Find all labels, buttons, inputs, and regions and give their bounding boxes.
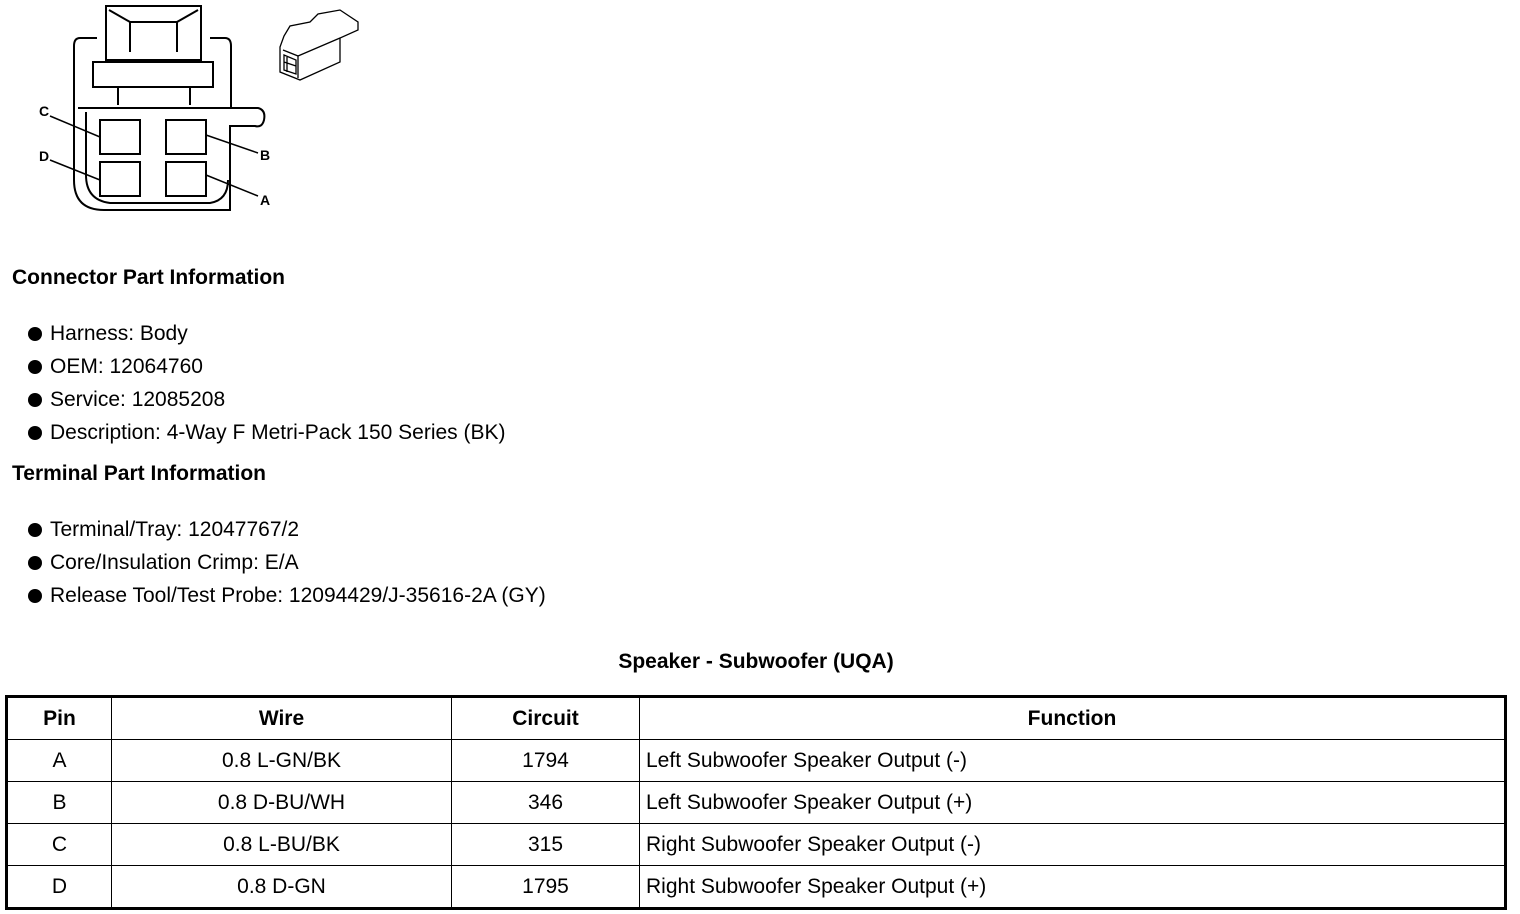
bullet-icon (28, 523, 42, 537)
cell-circuit: 1794 (452, 740, 640, 782)
list-item: Service: 12085208 (0, 383, 506, 416)
terminal-info-list (0, 513, 546, 612)
list-item: Harness: Body (0, 317, 506, 350)
cell-wire: 0.8 L-GN/BK (112, 740, 452, 782)
connector-info-list (0, 317, 506, 449)
header-pin: Pin (7, 697, 112, 740)
cell-function: Left Subwoofer Speaker Output (-) (640, 740, 1506, 782)
list-item: Description: 4-Way F Metri-Pack 150 Series (BK) (0, 416, 506, 449)
cell-function: Left Subwoofer Speaker Output (+) (640, 782, 1506, 824)
cell-circuit: 1795 (452, 866, 640, 909)
header-circuit: Circuit (452, 697, 640, 740)
bullet-icon (28, 360, 42, 374)
cell-function: Right Subwoofer Speaker Output (-) (640, 824, 1506, 866)
terminal-info-heading: Terminal Part Information (12, 462, 266, 485)
pin-label-d: D (39, 148, 50, 164)
cell-pin: C (7, 824, 112, 866)
bullet-icon (28, 393, 42, 407)
connector-face-diagram (0, 0, 380, 220)
pin-label-b: B (260, 147, 271, 163)
connector-info-heading: Connector Part Information (12, 266, 286, 289)
list-item: Terminal/Tray: 12047767/2 (0, 513, 546, 546)
cell-circuit: 346 (452, 782, 640, 824)
pin-label-c: C (39, 103, 50, 119)
pinout-table (5, 695, 1507, 910)
table-header-row (7, 697, 1506, 740)
cell-function: Right Subwoofer Speaker Output (+) (640, 866, 1506, 909)
list-item: Core/Insulation Crimp: E/A (0, 546, 546, 579)
cell-pin: A (7, 740, 112, 782)
cell-wire: 0.8 L-BU/BK (112, 824, 452, 866)
list-item: OEM: 12064760 (0, 350, 506, 383)
table-row (7, 866, 1506, 909)
table-row (7, 824, 1506, 866)
list-item: Release Tool/Test Probe: 12094429/J-35616-2A (GY) (0, 579, 546, 612)
bullet-icon (28, 426, 42, 440)
table-row (7, 740, 1506, 782)
header-wire: Wire (112, 697, 452, 740)
table-title: Speaker - Subwoofer (UQA) (618, 650, 894, 673)
table-row (7, 782, 1506, 824)
cell-pin: B (7, 782, 112, 824)
bullet-icon (28, 556, 42, 570)
cell-wire: 0.8 D-GN (112, 866, 452, 909)
header-function: Function (640, 697, 1506, 740)
bullet-icon (28, 589, 42, 603)
bullet-icon (28, 327, 42, 341)
cell-circuit: 315 (452, 824, 640, 866)
cell-pin: D (7, 866, 112, 909)
cell-wire: 0.8 D-BU/WH (112, 782, 452, 824)
pin-label-a: A (260, 192, 271, 208)
